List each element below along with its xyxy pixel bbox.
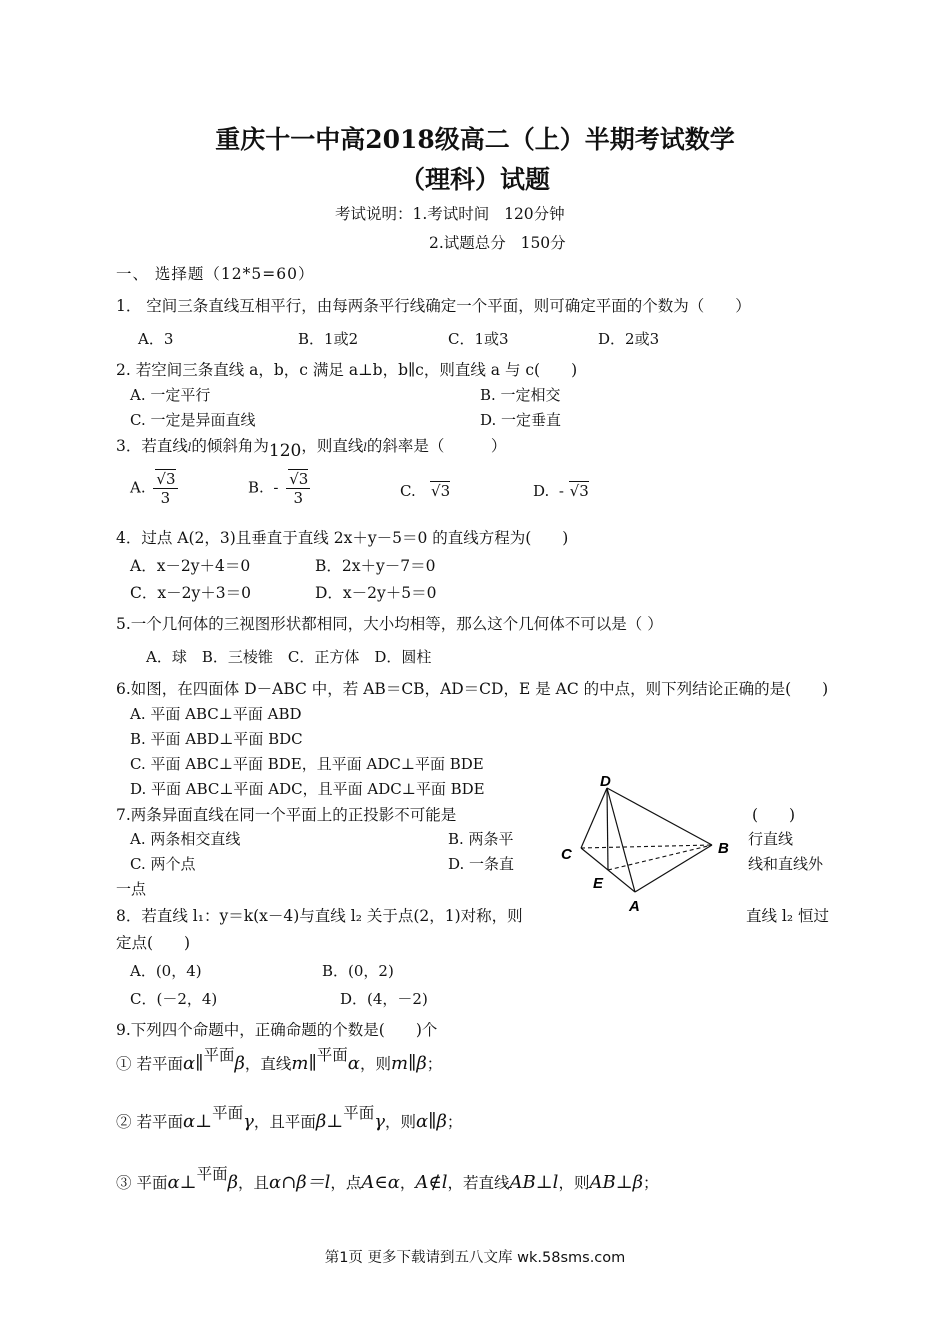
q8-stem-part3: 定点( ) — [116, 934, 191, 952]
q9-proposition-1: ① 若平面α∥平面β，直线m∥平面α，则m∥β； — [116, 1046, 443, 1074]
q4-option-c: C．x－2y＋3＝0 — [130, 584, 251, 602]
q1-option-c: C．1或3 — [448, 330, 509, 348]
q6-option-c: C. 平面 ABC⊥平面 BDE，且平面 ADC⊥平面 BDE — [130, 755, 484, 773]
section-heading: 一、 选择题（12*5=60） — [116, 265, 315, 283]
q9-proposition-2: ② 若平面α⊥平面γ，且平面β⊥平面γ，则α∥β； — [116, 1104, 463, 1132]
q3-option-d: D. - √3 — [533, 482, 589, 500]
q6-option-b: B. 平面 ABD⊥平面 BDC — [130, 730, 303, 748]
edge-db — [607, 788, 712, 845]
edge-cb-hidden — [581, 845, 712, 848]
q8-option-c: C．(－2，4) — [130, 990, 218, 1008]
label-a: A — [629, 898, 640, 915]
q3-option-c: C. √3 — [400, 482, 451, 500]
q9-stem: 9.下列四个命题中，正确命题的个数是( )个 — [116, 1021, 438, 1039]
q7-option-a: A. 两条相交直线 — [130, 830, 241, 848]
q7-option-d2: 线和直线外 — [748, 855, 824, 873]
q4-stem: 4．过点 A(2，3)且垂直于直线 2x＋y－5＝0 的直线方程为( ) — [116, 529, 569, 547]
page-title: 重庆十一中高2018级高二（上）半期考试数学 — [215, 125, 735, 154]
edge-ab — [635, 845, 712, 892]
label-b: B — [718, 840, 729, 857]
label-e: E — [593, 875, 604, 892]
q1-option-a: A．3 — [138, 330, 174, 348]
q2-option-a: A. 一定平行 — [130, 386, 211, 404]
q2-option-b: B. 一定相交 — [480, 386, 561, 404]
exam-note-line1: 考试说明：1.考试时间 120分钟 — [335, 205, 565, 223]
tetrahedron-figure — [555, 770, 745, 920]
exam-note-line2: 2.试题总分 150分 — [429, 234, 566, 252]
q8-stem-part1: 8．若直线 l₁：y＝k(x－4)与直线 l₂ 关于点(2，1)对称，则 — [116, 907, 523, 925]
label-d: D — [600, 773, 611, 790]
q8-option-a: A．(0，4) — [130, 962, 202, 980]
edge-de — [607, 788, 608, 870]
q9-proposition-3: ③ 平面α⊥平面β，且α∩β＝l，点A∈α，A∉l，若直线AB⊥l，则AB⊥β； — [116, 1165, 659, 1193]
page-subtitle: （理科）试题 — [399, 165, 550, 194]
q3-option-a: A. $\frac{√3}{3}$ — [130, 470, 176, 507]
q3-option-b: B. - $\frac{√3}{3}$ — [248, 470, 309, 507]
q4-option-a: A．x－2y＋4＝0 — [130, 557, 251, 575]
q8-option-d: D．(4，－2) — [340, 990, 428, 1008]
q5-stem: 5.一个几何体的三视图形状都相同，大小均相等，那么这个几何体不可以是（ ） — [116, 615, 663, 633]
q2-option-d: D. 一定垂直 — [480, 411, 562, 429]
page-footer: 第1页 更多下载请到五八文库 wk.58sms.com — [324, 1250, 626, 1266]
q3-stem: 3．若直线l的倾斜角为120，则直线l的斜率是（ ） — [116, 437, 507, 461]
q2-stem: 2. 若空间三条直线 a，b，c 满足 a⊥b，b∥c，则直线 a 与 c( ) — [116, 361, 578, 379]
q4-option-d: D．x－2y＋5＝0 — [315, 584, 437, 602]
edge-da — [607, 788, 635, 892]
q7-option-b1: B. 两条平 — [448, 830, 514, 848]
q7-paren: ( ) — [752, 806, 796, 824]
q1-stem: 1． 空间三条直线互相平行，由每两条平行线确定一个平面，则可确定平面的个数为（ ） — [116, 297, 751, 315]
label-c: C — [561, 846, 572, 863]
q7-option-d1: D. 一条直 — [448, 855, 515, 873]
q6-option-d: D. 平面 ABC⊥平面 ADC，且平面 ADC⊥平面 BDE — [130, 780, 485, 798]
q2-option-c: C. 一定是异面直线 — [130, 411, 256, 429]
q6-option-a: A. 平面 ABC⊥平面 ABD — [130, 705, 302, 723]
q7-option-b2: 行直线 — [748, 830, 794, 848]
q1-option-d: D．2或3 — [598, 330, 660, 348]
q8-stem-part2: 直线 l₂ 恒过 — [746, 907, 830, 925]
q7-option-d3: 一点 — [116, 880, 147, 898]
q6-stem: 6.如图，在四面体 D－ABC 中，若 AB＝CB，AD＝CD，E 是 AC 的中点，则下列结论正确的是( ) — [116, 680, 829, 698]
edge-dc — [581, 788, 607, 848]
q1-option-b: B．1或2 — [298, 330, 359, 348]
q8-option-b: B．(0，2) — [322, 962, 394, 980]
q7-stem: 7.两条异面直线在同一个平面上的正投影不可能是 — [116, 806, 457, 824]
q5-options: A．球 B．三棱锥 C．正方体 D．圆柱 — [146, 648, 432, 666]
q4-option-b: B．2x＋y－7＝0 — [315, 557, 436, 575]
q7-option-c: C. 两个点 — [130, 855, 196, 873]
